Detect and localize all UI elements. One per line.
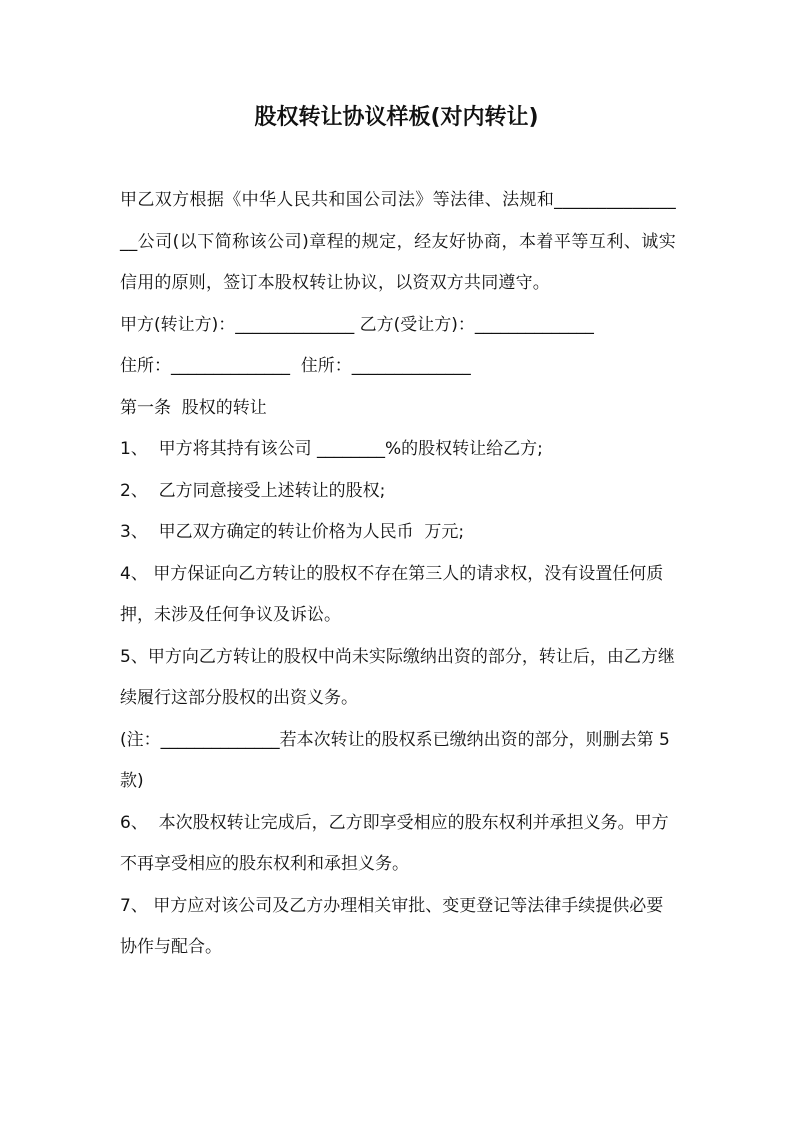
document-body xyxy=(120,180,676,969)
clause-5: 5、甲方向乙方转让的股权中尚未实际缴纳出资的部分，转让后，由乙方继续履行这部分股权的出资义务。 xyxy=(120,646,675,708)
address-line: 住所：______________ 住所：______________ xyxy=(120,356,471,376)
clause-3: 3、 甲乙双方确定的转让价格为人民币 万元; xyxy=(120,522,465,542)
article-heading: 第一条 股权的转让 xyxy=(120,397,267,418)
parties-line: 甲方(转让方)：______________ 乙方(受让方)：______________ xyxy=(120,314,594,335)
clause-7: 7、 甲方应对该公司及乙方办理相关审批、变更登记等法律手续提供必要协作与配合。 xyxy=(120,895,664,957)
document-title: 股权转让协议样板(对内转让) xyxy=(254,105,539,130)
clause-note: (注：______________若本次转让的股权系已缴纳出资的部分，则删去第 5 款) xyxy=(120,729,676,791)
clause-6: 6、 本次股权转让完成后，乙方即享受相应的股东权利并承担义务。甲方不再享受相应的股东权利和承担义务。 xyxy=(120,812,669,874)
clause-4: 4、 甲方保证向乙方转让的股权不存在第三人的请求权，没有设置任何质押，未涉及任何争议及诉讼。 xyxy=(120,563,664,625)
clause-1: 1、 甲方将其持有该公司 ________%的股权转让给乙方; xyxy=(120,439,543,459)
clause-2: 2、 乙方同意接受上述转让的股权; xyxy=(120,480,386,501)
intro-paragraph: 甲乙双方根据《中华人民共和国公司法》等法律、法规和________________公司(以下简称该公司)章程的规定，经友好协商，本着平等互利、诚实信用的原则，签订本股权转让协议，以资双方共同遵守。 xyxy=(120,190,676,293)
